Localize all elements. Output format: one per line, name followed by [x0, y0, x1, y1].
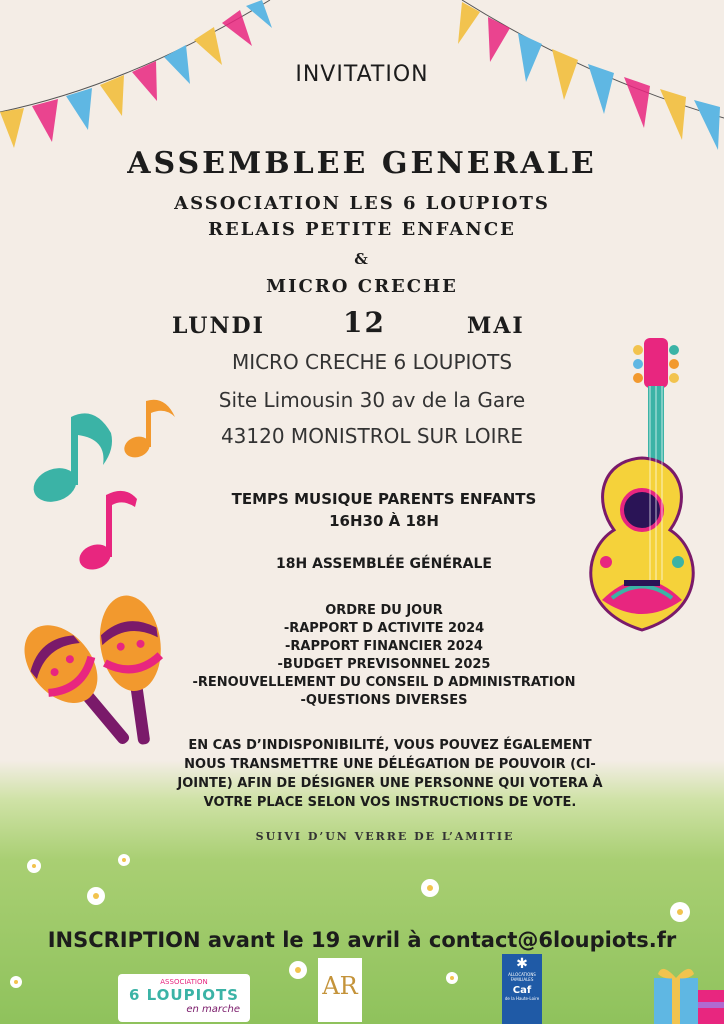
agenda-heading: ORDRE DU JOUR [325, 603, 443, 618]
subtitle-association: ASSOCIATION LES 6 LOUPIOTS [174, 193, 550, 214]
caf-logo-main: Caf [512, 985, 532, 996]
ar-logo-text: AR [322, 972, 358, 1000]
notice-line: EN CAS D’INDISPONIBILITÉ, VOUS POUVEZ ÉGALEMENT [188, 738, 592, 753]
caf-logo-sub: de la Haute-Loire [504, 996, 540, 1001]
caf-snowflake-icon: ✱ [516, 956, 528, 972]
agenda-item: -RAPPORT FINANCIER 2024 [285, 639, 483, 654]
ar-logo [318, 958, 362, 1022]
loupiots-logo-small: ASSOCIATION [160, 978, 208, 986]
date-month: MAI [467, 313, 525, 339]
loupiots-logo [118, 974, 250, 1022]
subtitle-ampersand: & [354, 250, 370, 268]
loupiots-logo-script: en marche [186, 1004, 240, 1015]
guitar-icon [572, 330, 712, 640]
maracas-icon [18, 595, 178, 785]
music-note-icon [15, 395, 185, 580]
gift-icon [650, 962, 724, 1024]
agenda-item: -QUESTIONS DIVERSES [300, 693, 468, 708]
music-time-line2: 16H30 À 18H [329, 512, 439, 530]
agenda-item: -BUDGET PREVISONNEL 2025 [277, 657, 491, 672]
address-line3: 43120 MONISTROL SUR LOIRE [220, 424, 524, 448]
assembly-time: 18H ASSEMBLÉE GÉNÉRALE [276, 556, 492, 572]
subtitle-relais: RELAIS PETITE ENFANCE [208, 219, 516, 240]
closing-text: SUIVI D’UN VERRE DE L’AMITIE [255, 830, 515, 843]
subtitle-micro-creche: MICRO CRECHE [266, 276, 458, 297]
notice-line: JOINTE) AFIN DE DÉSIGNER UNE PERSONNE QUI VOTERA À [177, 776, 603, 791]
inscription-line: INSCRIPTION avant le 19 avril à contact@6loupiots.fr [47, 928, 677, 952]
date-number: 12 [343, 306, 386, 339]
agenda-item: -RAPPORT D ACTIVITE 2024 [283, 621, 485, 636]
page-title: ASSEMBLEE GENERALE [127, 146, 597, 181]
notice-line: VOTRE PLACE SELON VOS INSTRUCTIONS DE VOTE. [203, 795, 577, 810]
music-time-line1: TEMPS MUSIQUE PARENTS ENFANTS [231, 490, 537, 508]
caf-logo-top: ALLOCATIONS FAMILIALES [508, 972, 536, 982]
date-day: LUNDI [172, 313, 265, 339]
address-line2: Site Limousin 30 av de la Gare [218, 388, 526, 412]
invitation-heading: INVITATION [295, 62, 429, 87]
address-line1: MICRO CRECHE 6 LOUPIOTS [231, 350, 513, 374]
agenda-item: -RENOUVELLEMENT DU CONSEIL D ADMINISTRATION [192, 675, 576, 690]
loupiots-logo-main: 6 LOUPIOTS [129, 986, 239, 1004]
notice-line: NOUS TRANSMETTRE UNE DÉLÉGATION DE POUVOIR (CI- [184, 757, 596, 772]
caf-logo [502, 954, 542, 1024]
